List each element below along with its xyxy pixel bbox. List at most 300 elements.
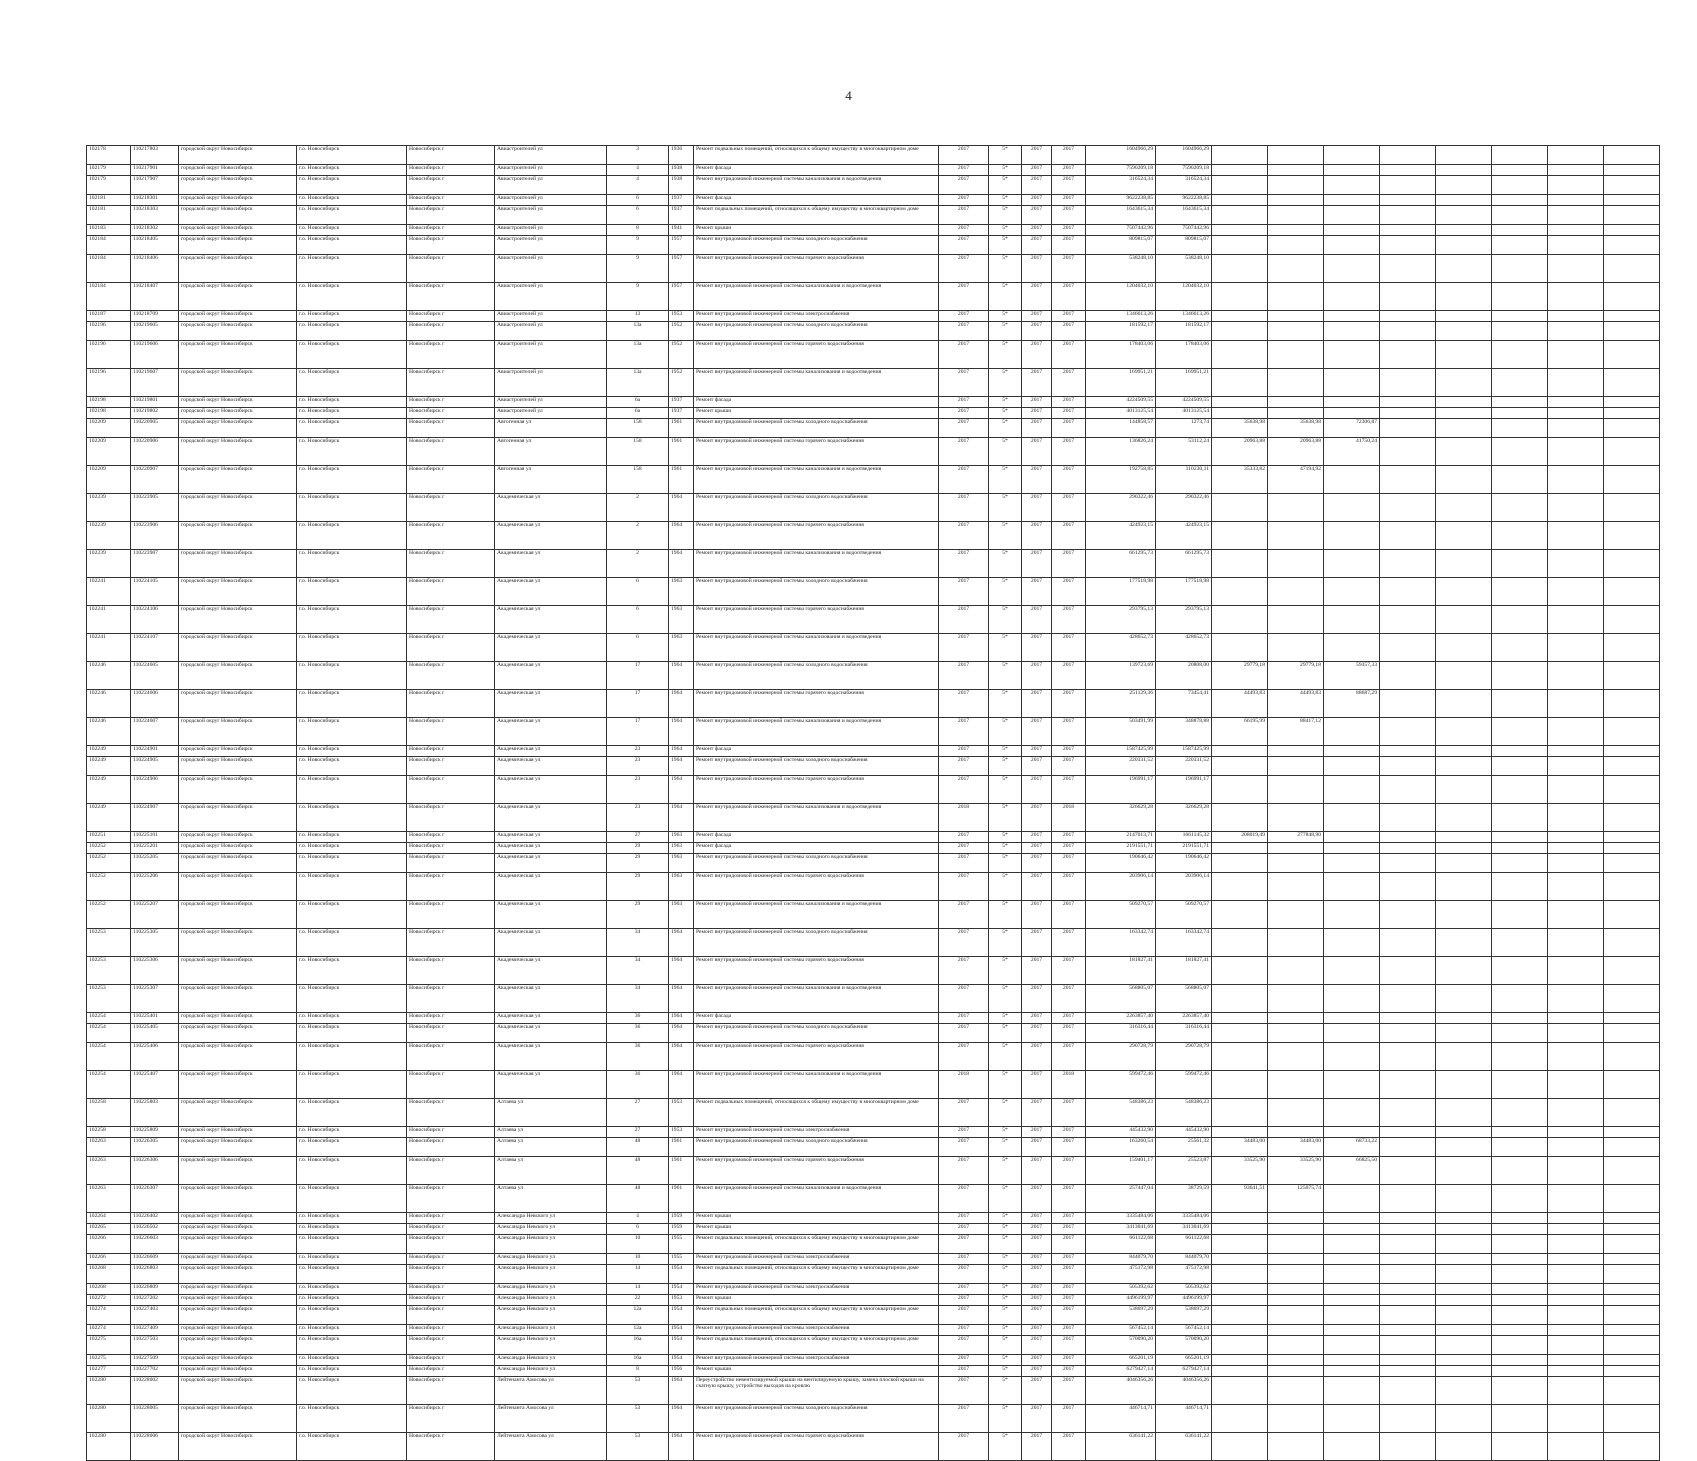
table-cell [1380,311,1436,322]
table-row [87,1224,1660,1235]
table-cell: Авиастроителей ул [495,408,607,419]
table-cell: Ремонт внутридомовой инженерной системы холодного водоснабжения [694,419,939,438]
table-cell: 665201,19 [1086,1355,1156,1366]
table-cell: 599472,46 [1086,1071,1156,1099]
table-cell: 73454,41 [1156,690,1212,718]
table-cell: 1587425,99 [1086,746,1156,757]
table-cell: Новосибирск г [407,1366,495,1377]
table-cell: 1204032,10 [1156,283,1212,311]
table-cell: 2017 [1052,1306,1086,1325]
table-cell: 48 [607,1138,669,1157]
table-cell: 1346613,26 [1086,311,1156,322]
table-cell: 102266 [87,1235,131,1254]
table-cell: г.о. Новосибирск [297,1043,407,1071]
table-cell [1436,1265,1492,1284]
table-cell: 35333,82 [1212,466,1268,494]
table-cell: Новосибирск г [407,718,495,746]
table-cell: 1957 [669,283,694,311]
table-cell [1436,804,1492,832]
table-cell [1436,322,1492,341]
table-cell: 110217901 [131,165,179,176]
table-cell [1324,397,1380,408]
table-cell: 44493,83 [1268,690,1324,718]
table-cell: 29 [607,873,669,901]
table-cell: 6 [607,1224,669,1235]
table-cell [1436,1254,1492,1265]
table-cell: 110224606 [131,690,179,718]
table-cell: 5* [989,1071,1022,1099]
table-cell: 5* [989,1355,1022,1366]
table-cell [1436,1295,1492,1306]
table-cell: 169951,21 [1086,369,1156,397]
table-row [87,466,1660,494]
table-cell [1548,1071,1604,1099]
table-cell [1492,804,1548,832]
table-cell [1436,957,1492,985]
table-cell: 5* [989,146,1022,165]
table-cell: 2017 [1022,1366,1052,1377]
table-cell: городской округ Новосибирск [179,408,297,419]
table-cell [1268,957,1324,985]
table-cell [1268,1295,1324,1306]
table-cell [1380,255,1436,283]
table-cell: 139723,69 [1086,662,1156,690]
table-cell: 102249 [87,804,131,832]
table-cell: 2017 [1052,369,1086,397]
table-cell [1380,1138,1436,1157]
table-cell: Александра Невского ул [495,1254,607,1265]
table-cell: г.о. Новосибирск [297,341,407,369]
table-cell [1548,283,1604,311]
table-cell: 4046356,26 [1156,1377,1212,1405]
table-cell: 1643615,34 [1086,206,1156,225]
table-cell [1380,746,1436,757]
table-cell [1548,1355,1604,1366]
table-cell [1492,255,1548,283]
table-cell [1380,718,1436,746]
table-cell: 2017 [1022,550,1052,578]
table-cell: 2017 [1052,1224,1086,1235]
table-cell [1492,341,1548,369]
table-cell [1436,1235,1492,1254]
table-cell: 102275 [87,1355,131,1366]
table-cell: городской округ Новосибирск [179,1127,297,1138]
table-cell: 20963,88 [1268,438,1324,466]
table-cell [1212,255,1268,283]
table-cell [1604,804,1660,832]
table-cell [1380,1306,1436,1325]
table-cell: 2017 [1052,466,1086,494]
table-cell: 2017 [1052,1013,1086,1024]
table-cell: 2017 [1052,1185,1086,1213]
table-cell: 2017 [1052,690,1086,718]
table-cell: Лейтенанта Амосова ул [495,1377,607,1405]
table-cell: 17 [607,718,669,746]
table-row [87,746,1660,757]
table-cell [1212,341,1268,369]
table-cell [1604,1366,1660,1377]
table-cell: 2017 [939,757,989,776]
table-cell: 102241 [87,606,131,634]
table-cell: 2017 [1022,634,1052,662]
table-cell: Ремонт внутридомовой инженерной системы канализования и водоотведения [694,1185,939,1213]
table-cell: Ремонт внутридомовой инженерной системы холодного водоснабжения [694,494,939,522]
table-cell: Александра Невского ул [495,1366,607,1377]
table-cell: 16а [607,1355,669,1366]
table-cell: 2017 [1022,1284,1052,1295]
table-cell: 5* [989,1377,1022,1405]
table-cell: 5* [989,1433,1022,1461]
table-cell: Авиастроителей ул [495,206,607,225]
table-cell [1548,634,1604,662]
table-cell: 4224509,55 [1086,397,1156,408]
table-cell: городской округ Новосибирск [179,236,297,255]
table-cell: Ремонт внутридомовой инженерной системы электроснабжения [694,1127,939,1138]
table-cell: Ремонт фасада [694,195,939,206]
table-cell: 102280 [87,1433,131,1461]
table-cell [1212,494,1268,522]
table-cell: 5* [989,311,1022,322]
table-cell [1212,225,1268,236]
table-cell [1492,1127,1548,1138]
table-cell: 3335484,06 [1156,1213,1212,1224]
table-cell: 5* [989,1254,1022,1265]
table-cell [1324,195,1380,206]
table-cell [1380,494,1436,522]
table-cell: Академическая ул [495,746,607,757]
table-cell [1380,1024,1436,1043]
table-cell [1380,957,1436,985]
table-cell: 102246 [87,662,131,690]
table-cell: 13а [607,369,669,397]
table-cell: 1959 [669,1213,694,1224]
table-cell: Ремонт внутридомовой инженерной системы холодного водоснабжения [694,1138,939,1157]
table-cell [1380,1043,1436,1071]
table-cell: Новосибирск г [407,985,495,1013]
table-cell: Ремонт подвальных помещений, относящихся к общему имуществу в многоквартирном доме [694,1235,939,1254]
table-cell: 2017 [939,854,989,873]
table-cell: 2017 [1052,901,1086,929]
table-row [87,255,1660,283]
table-cell: городской округ Новосибирск [179,634,297,662]
table-cell: Ремонт внутридомовой инженерной системы горячего водоснабжения [694,255,939,283]
table-cell: 1963 [669,901,694,929]
table-cell: 102272 [87,1295,131,1306]
table-cell [1604,1433,1660,1461]
table-cell: Новосибирск г [407,1336,495,1355]
table-cell: Новосибирск г [407,606,495,634]
table-cell [1380,1213,1436,1224]
table-cell [1604,1336,1660,1355]
table-cell: 181827,41 [1156,957,1212,985]
table-cell [1492,746,1548,757]
table-cell: Ремонт фасада [694,832,939,843]
table-cell: г.о. Новосибирск [297,225,407,236]
table-cell [1436,985,1492,1013]
table-cell: 2017 [939,1127,989,1138]
table-cell: г.о. Новосибирск [297,283,407,311]
table-cell [1324,873,1380,901]
table-cell: 178403,06 [1156,341,1212,369]
table-cell: Новосибирск г [407,1224,495,1235]
table-cell: г.о. Новосибирск [297,832,407,843]
table-cell: 2017 [939,1325,989,1336]
table-cell: 326629,28 [1156,804,1212,832]
table-cell: 27 [607,1127,669,1138]
table-cell: городской округ Новосибирск [179,1024,297,1043]
table-cell: городской округ Новосибирск [179,1099,297,1127]
table-cell: 1956 [669,1366,694,1377]
table-cell: городской округ Новосибирск [179,1284,297,1295]
table-cell: Ремонт подвальных помещений, относящихся к общему имуществу в многоквартирном доме [694,206,939,225]
table-cell: 5* [989,1013,1022,1024]
table-cell [1268,322,1324,341]
table-cell [1548,1325,1604,1336]
table-cell: Новосибирск г [407,408,495,419]
table-cell [1268,804,1324,832]
table-row [87,341,1660,369]
table-cell: 2017 [1052,1433,1086,1461]
table-cell [1268,550,1324,578]
table-cell [1492,1224,1548,1235]
table-cell: 110224905 [131,757,179,776]
table-cell: 5* [989,1235,1022,1254]
table-cell [1324,1284,1380,1295]
table-cell: 20963,88 [1212,438,1268,466]
table-cell [1212,1355,1268,1366]
table-cell [1212,1213,1268,1224]
table-cell: 1604966,29 [1156,146,1212,165]
table-cell: г.о. Новосибирск [297,776,407,804]
table-cell: городской округ Новосибирск [179,466,297,494]
table-cell [1436,832,1492,843]
table-cell: Академическая ул [495,718,607,746]
table-cell: Ремонт внутридомовой инженерной системы холодного водоснабжения [694,854,939,873]
table-cell: 5* [989,283,1022,311]
table-cell: 5* [989,225,1022,236]
table-cell [1604,1071,1660,1099]
table-cell: 2017 [1022,1127,1052,1138]
table-cell: г.о. Новосибирск [297,236,407,255]
table-cell: 5* [989,397,1022,408]
table-cell: Авиастроителей ул [495,236,607,255]
table-cell: 1955 [669,1235,694,1254]
table-cell: г.о. Новосибирск [297,1254,407,1265]
table-row [87,804,1660,832]
table-cell [1212,901,1268,929]
table-cell [1324,283,1380,311]
table-cell: Новосибирск г [407,746,495,757]
table-cell [1212,236,1268,255]
table-cell: 2017 [939,419,989,438]
table-cell: 2017 [1052,634,1086,662]
table-row [87,176,1660,195]
table-row [87,901,1660,929]
table-cell [1436,1213,1492,1224]
table-cell [1212,522,1268,550]
table-cell: 7507442,96 [1086,225,1156,236]
table-cell: 110225207 [131,901,179,929]
page-number: 4 [845,88,852,103]
table-cell: 2017 [939,522,989,550]
table-cell: 509270,57 [1156,901,1212,929]
table-cell: 2017 [1052,419,1086,438]
table-cell: 102184 [87,255,131,283]
table-cell: 2017 [939,408,989,419]
table-cell: 16а [607,1336,669,1355]
table-cell: 110225205 [131,854,179,873]
table-cell: 2263857,40 [1086,1013,1156,1024]
table-cell: Ремонт фасада [694,165,939,176]
table-cell: 2017 [1052,322,1086,341]
table-cell: Ремонт фасада [694,843,939,854]
table-cell [1548,195,1604,206]
table-cell [1492,1433,1548,1461]
table-cell: городской округ Новосибирск [179,690,297,718]
table-cell: г.о. Новосибирск [297,419,407,438]
table-cell: Ремонт внутридомовой инженерной системы холодного водоснабжения [694,1405,939,1433]
table-cell: Александра Невского ул [495,1284,607,1295]
table-cell: Авиастроителей ул [495,195,607,206]
table-cell: 293795,13 [1086,606,1156,634]
table-cell: городской округ Новосибирск [179,255,297,283]
table-cell [1212,1284,1268,1295]
table-cell: 2017 [1052,341,1086,369]
table-cell [1548,494,1604,522]
table-cell: 1964 [669,757,694,776]
table-cell: 5* [989,1295,1022,1306]
table-cell: 2017 [939,165,989,176]
table-cell: Новосибирск г [407,522,495,550]
table-cell: г.о. Новосибирск [297,606,407,634]
table-cell: Ремонт внутридомовой инженерной системы холодного водоснабжения [694,929,939,957]
table-cell [1548,1024,1604,1043]
table-cell: г.о. Новосибирск [297,1433,407,1461]
table-cell: 4 [607,1213,669,1224]
table-cell: Академическая ул [495,757,607,776]
table-cell: г.о. Новосибирск [297,1377,407,1405]
table-cell [1604,236,1660,255]
table-cell [1604,225,1660,236]
table-cell [1436,397,1492,408]
table-row [87,929,1660,957]
table-cell: 2017 [1022,466,1052,494]
table-cell [1212,1325,1268,1336]
table-cell [1604,146,1660,165]
table-cell [1212,746,1268,757]
table-row [87,1013,1660,1024]
table-cell: 177518,98 [1156,578,1212,606]
table-cell: 110224105 [131,578,179,606]
table-cell: 2017 [1052,397,1086,408]
table-cell [1492,1377,1548,1405]
table-cell: 424923,15 [1086,522,1156,550]
table-cell [1212,408,1268,419]
table-cell: 110225201 [131,843,179,854]
table-cell [1436,1224,1492,1235]
table-cell: 2017 [939,832,989,843]
table-cell: г.о. Новосибирск [297,957,407,985]
table-cell: Авиастроителей ул [495,341,607,369]
table-cell [1324,311,1380,322]
table-cell: 6 [607,578,669,606]
table-cell [1548,1265,1604,1284]
table-cell [1604,494,1660,522]
table-cell [1548,1377,1604,1405]
table-cell: Авиастроителей ул [495,165,607,176]
table-cell: 7590209,18 [1086,165,1156,176]
table-cell [1268,311,1324,322]
table-cell [1548,901,1604,929]
table-cell [1492,1295,1548,1306]
table-cell [1212,146,1268,165]
table-cell [1380,522,1436,550]
table-cell [1548,1127,1604,1138]
table-cell: городской округ Новосибирск [179,1306,297,1325]
table-cell: 9622238,85 [1086,195,1156,206]
table-cell: Авиастроителей ул [495,369,607,397]
table-row [87,1377,1660,1405]
table-cell [1548,606,1604,634]
table-cell [1324,1265,1380,1284]
table-cell: 1964 [669,1024,694,1043]
table-cell: 33525,90 [1212,1157,1268,1185]
table-cell: 1952 [669,341,694,369]
table-cell: Академическая ул [495,776,607,804]
table-cell [1212,206,1268,225]
table-cell: 1938 [669,165,694,176]
table-cell: 1273,74 [1156,419,1212,438]
table-cell [1324,165,1380,176]
table-cell: 316316,44 [1086,1024,1156,1043]
table-cell: 2017 [939,1377,989,1405]
table-cell [1436,236,1492,255]
table-cell: Новосибирск г [407,176,495,195]
table-cell [1436,255,1492,283]
table-cell [1604,929,1660,957]
table-cell: 1937 [669,397,694,408]
table-cell [1436,466,1492,494]
table-cell [1380,397,1436,408]
table-cell: 53 [607,1433,669,1461]
table-cell [1492,718,1548,746]
table-cell: г.о. Новосибирск [297,146,407,165]
table-cell [1324,901,1380,929]
table-cell: 2017 [939,901,989,929]
table-cell: Новосибирск г [407,1127,495,1138]
table-cell: 1952 [669,369,694,397]
table-cell: 1961 [669,1157,694,1185]
table-cell: 158 [607,438,669,466]
table-cell: г.о. Новосибирск [297,718,407,746]
table-cell [1604,1043,1660,1071]
table-cell: 102254 [87,1024,131,1043]
table-cell: городской округ Новосибирск [179,873,297,901]
table-cell: Новосибирск г [407,283,495,311]
table-cell: городской округ Новосибирск [179,341,297,369]
table-cell: Ремонт внутридомовой инженерной системы горячего водоснабжения [694,1043,939,1071]
table-cell: г.о. Новосибирск [297,634,407,662]
table-cell [1268,1306,1324,1325]
table-cell: 2018 [1052,804,1086,832]
table-cell: г.о. Новосибирск [297,854,407,873]
table-cell: Новосибирск г [407,662,495,690]
table-cell [1604,438,1660,466]
table-cell [1212,1265,1268,1284]
table-cell [1604,1013,1660,1024]
table-cell [1548,1254,1604,1265]
table-cell: 102239 [87,494,131,522]
